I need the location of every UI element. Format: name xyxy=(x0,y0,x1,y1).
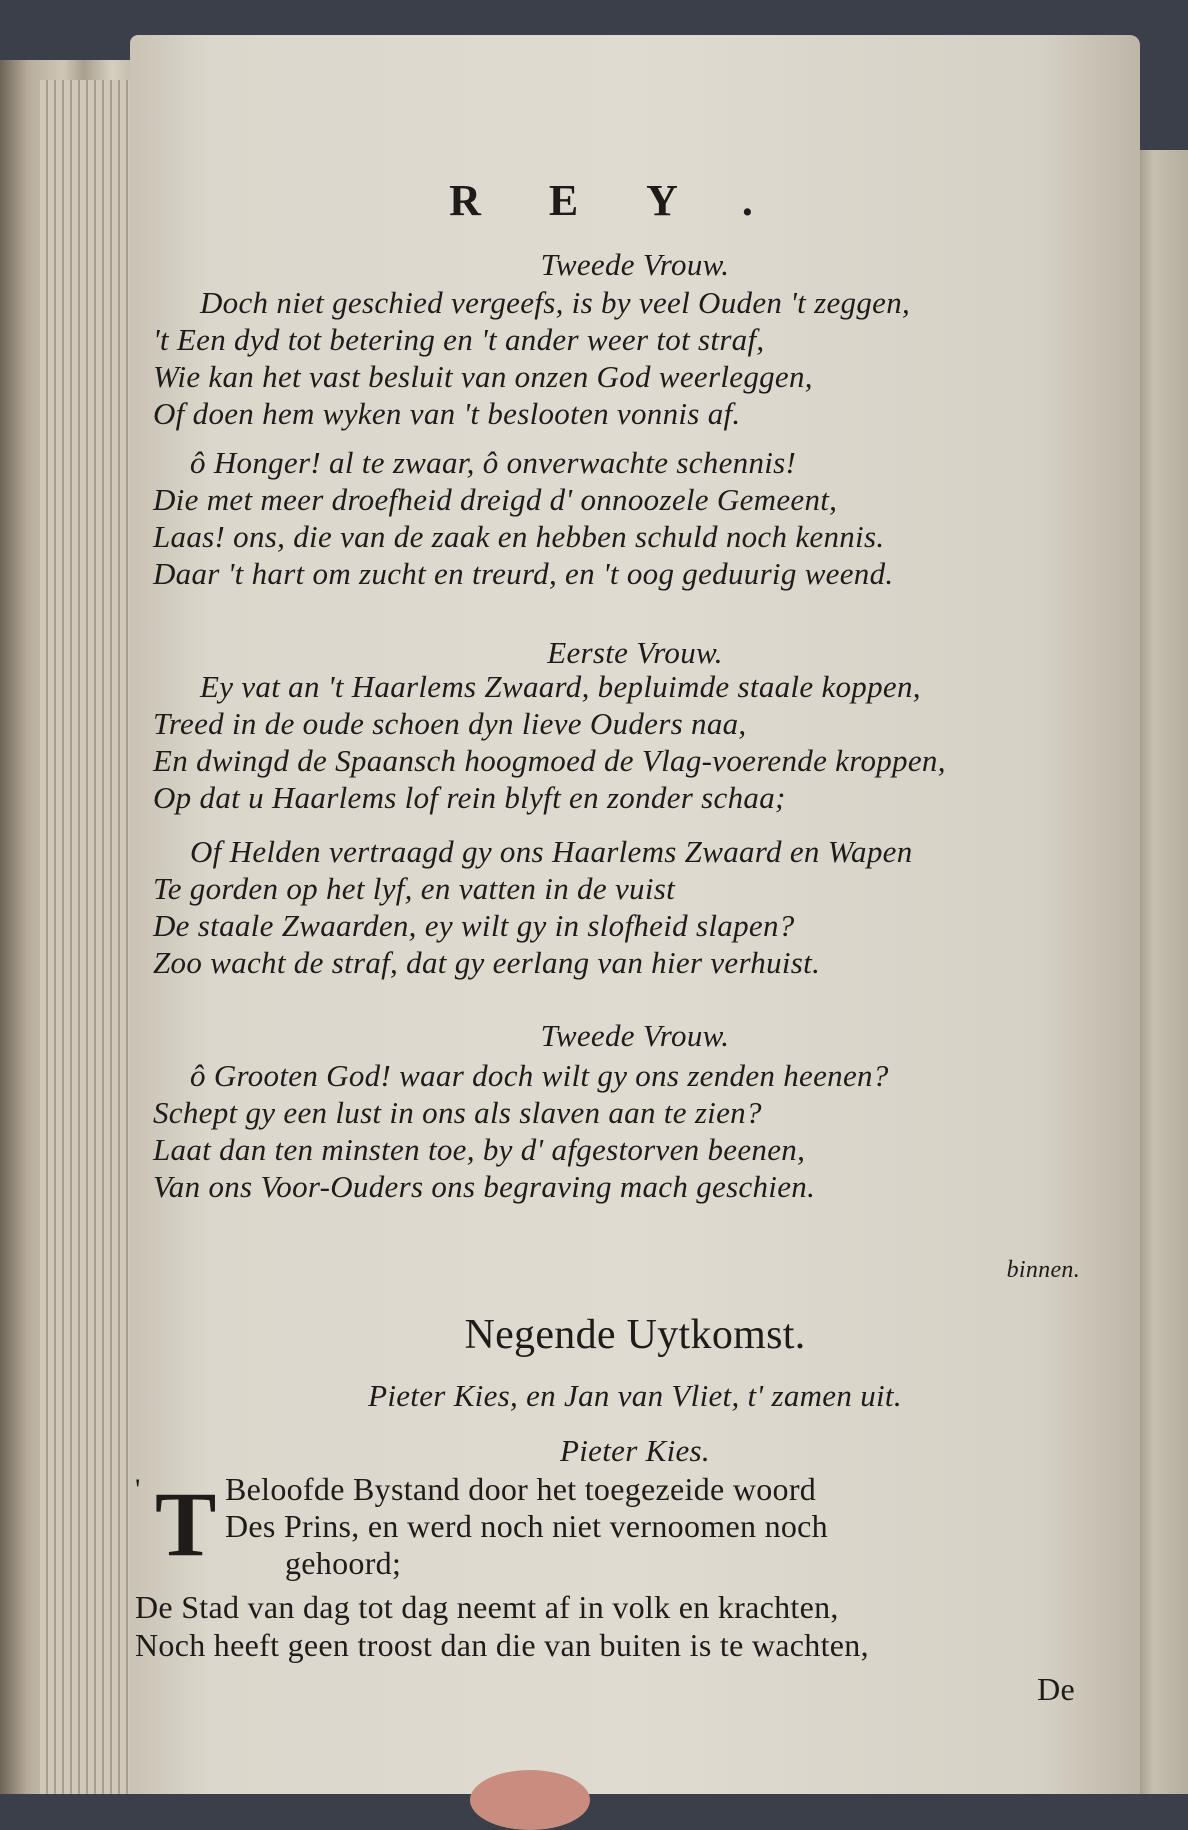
verse-line: Zoo wacht de straf, dat gy eerlang van hier verhuist. xyxy=(153,945,821,980)
verse-line: Schept gy een lust in ons als slaven aan te zien? xyxy=(153,1095,762,1130)
verse-line: Die met meer droefheid dreigd d' onnoozele Gemeent, xyxy=(153,482,838,517)
verse-line: Op dat u Haarlems lof rein blyft en zonder schaa; xyxy=(153,780,786,815)
verse-line: De staale Zwaarden, ey wilt gy in slofheid slapen? xyxy=(153,908,795,943)
thumb xyxy=(470,1770,590,1830)
verse-line: 't Een dyd tot betering en 't ander weer tot straf, xyxy=(153,322,765,357)
verse-line: Of Helden vertraagd gy ons Haarlems Zwaard en Wapen xyxy=(190,834,913,869)
stage-direction: binnen. xyxy=(1006,1257,1080,1283)
apostrophe: ' xyxy=(135,1473,141,1506)
verse-line: Daar 't hart om zucht en treurd, en 't oog geduurig weend. xyxy=(153,556,894,591)
verse-line: Wie kan het vast besluit van onzen God weerleggen, xyxy=(153,359,813,394)
verse-line: Van ons Voor-Ouders ons begraving mach geschien. xyxy=(153,1169,816,1204)
verse-line: gehoord; xyxy=(285,1545,402,1581)
verse-line: Te gorden op het lyf, en vatten in de vuist xyxy=(153,871,676,906)
page-stack-lines xyxy=(40,80,140,1794)
entrance-line: Pieter Kies, en Jan van Vliet, t' zamen uit. xyxy=(368,1378,902,1413)
book-page xyxy=(130,35,1140,1794)
verse-line: Treed in de oude schoen dyn lieve Ouders naa, xyxy=(153,706,747,741)
verse-line: Doch niet geschied vergeefs, is by veel Ouden 't zeggen, xyxy=(200,285,911,320)
verse-line: Des Prins, en werd noch niet vernoomen noch xyxy=(225,1508,828,1544)
speaker-heading: Tweede Vrouw. xyxy=(540,1018,730,1053)
speaker-heading: Pieter Kies. xyxy=(560,1433,710,1468)
verse-line: Laat dan ten minsten toe, by d' afgestorven beenen, xyxy=(153,1132,806,1167)
verse-line: Laas! ons, die van de zaak en hebben schuld noch kennis. xyxy=(153,519,885,554)
verse-line: En dwingd de Spaansch hoogmoed de Vlag-voerende kroppen, xyxy=(153,743,946,778)
verse-line: ô Grooten God! waar doch wilt gy ons zenden heenen? xyxy=(190,1058,889,1093)
act-heading: Negende Uytkomst. xyxy=(464,1312,806,1358)
running-title: REY. xyxy=(449,176,821,225)
verse-line: Noch heeft geen troost dan die van buiten is te wachten, xyxy=(135,1627,869,1663)
verse-line: De Stad van dag tot dag neemt af in volk en krachten, xyxy=(135,1589,839,1625)
verse-line: Beloofde Bystand door het toegezeide woord xyxy=(225,1471,817,1507)
verse-line: ô Honger! al te zwaar, ô onverwachte schennis! xyxy=(190,445,797,480)
drop-cap: T xyxy=(155,1473,217,1575)
speaker-heading: Eerste Vrouw. xyxy=(547,635,723,670)
verse-line: Ey vat an 't Haarlems Zwaard, bepluimde staale koppen, xyxy=(200,669,921,704)
catchword: De xyxy=(1037,1671,1075,1707)
speaker-heading: Tweede Vrouw. xyxy=(540,247,730,282)
verse-line: Of doen hem wyken van 't beslooten vonnis af. xyxy=(153,396,741,431)
